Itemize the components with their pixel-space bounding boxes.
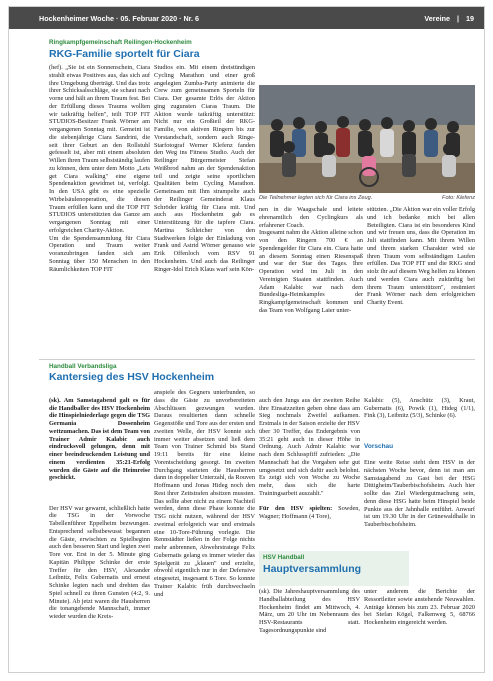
article1-col2: Studios ein. Mit einem dreistündigen Cycling Marathon und einer groß angelegten Zumba-Party animierte die Crew zum gemeinsamen Sporteln für Ciara. Der gesamte Erlös der Aktion ging zugunsten Ciaras Traum. Die Aktion wurde tatkräftig unterstützt: Nicht nur ein Großteil der RKG-Familie, von aktiven Ringern bis zur Vorstandschaft, sondern auch Ringe-Starfotograf Werner Klefenz fanden den Weg ins Fitness Studio. Auch der Reilinger Bürgermeister Stefan Weißbrod nahm an der Spendenaktion teil und zeigte seine sportlichen Qualitäten beim Cycling Marathon. Gemeinsam mit Ihm strampelte auch der Reilinger Gemeinderat Klaus Schröder kräftig für Ciara mit. Und auch aus Hockenheim gab es Unterstützung für die tapfere Ciara. Martina Schleicher von den Stadtwerken folgte der Einladung von Frank und Astrid Wörner genauso wie Erik Offenloch vom RSV 91 Hockenheim. Und auch das Reilinger Ringer-Idol Erich Klaus warf sein Kön- <box>154 64 255 273</box>
group-photo-image <box>259 85 475 193</box>
article3-col1: (sk). Die Jahreshauptversammlung des Handballabteilung des HSV Hockenheim findet am Mittwoch, 4. März, um 20 Uhr im Nebenraum des HSV-Restaurants statt. Tagesordnungspunkte sind <box>259 588 360 634</box>
page-number: 19 <box>466 13 474 23</box>
vorschau-text: Eine weite Reise steht dem HSV in der nächsten Woche bevor, denn ist man am Samstagabend zu Gast bei der HSG Dittigheim/Tauberbischofsheim. Auch hier sollte das Ziel Wiedergutmachung sein, denn diese HSG hatte beim Hinspiel beide Punkte aus der Jahnhalle entführt. Anwurf ist um 19.30 Uhr in der Grünewaldhalle in Tauberbischofsheim. <box>364 459 475 528</box>
article1-col3: nen in die Waagschale und leitete ehrenamtlich den Cyclingkurs als erfahrener Coach. Insgesamt nahm die Aktion alleine schon von den Ringern 700 € an Spendengelder für Ciara ein. Ciara hatte an diesem Sonntag einen Riesenspaß und war der Star des Tages. Ihre Operation wird im Juli in den Vereinigten Staaten stattfinden. Auch Adam Kalabic war nach dem Bundesliga-Heimkampfes der Ringkampfgemeinschaft kommen und das Team von Wolfgang Laier unter- <box>259 206 363 314</box>
article1-col1: (hef). „Sie ist ein Sonnenschein, Ciara strahlt etwas Positives aus, das sich auf ihre Umgebung überträgt. Und das trotz ihrer Schicksalsschläge, sie schaut nach vorne und hält an ihrem Traum fest. Bei der Erfüllung dieses Traums wollten wir tatkräftig helfen", teilt TOP FIT STUDIOS-Besitzer Frank Wörner am vergangenen Sonntag mit. Gemeint ist die siebenjährige Ciara Sandrini, die seit ihrer Geburt an den Rollstuhl gefesselt ist, aber mit einem absoluten Willen ihren Traum selbstständig laufen zu können, dem unter dem Motto „Lets get Ciara walking" eine eigene Spendenaktion gewidmet ist, verfolgt. In den USA gibt es eine spezielle Wirbelsäulenoperation, die diesen Traum erfüllen kann und die TOP FIT STUDIOS unterstützten das Ganze am vergangenen Sonntag mit einer erfolgreichen Charity-Aktion. Um die Spendensammlung für Ciara Operation und Traum weiter voranzubringen fanden sich am Sonntag über 150 Menschen in den Räumlichkeiten TOP FIT <box>49 64 150 273</box>
article2-col1 <box>49 389 150 672</box>
article2-col3 <box>259 389 360 549</box>
section-divider <box>39 359 475 360</box>
section-label: Vereine <box>424 13 450 23</box>
photo-caption <box>259 195 475 201</box>
article2-title: Kantersieg des HSV Hockenheim <box>49 371 215 383</box>
article3-kicker: HSV Handball <box>263 554 305 561</box>
players-list-end: Kalabic (5), Anschütz (3), Kraut, Gubernatis (6), Powik (1), Hideg (1/1), Fink (3), Leibnitz (5/3), Schinke (6). <box>364 396 475 420</box>
article1-title: RKG-Familie sportelt für Ciara <box>49 48 200 60</box>
article1-col4: stützten. „Die Aktion war ein voller Erfolg und ich bedanke mich bei allen Beteiligten. Ciara ist ein besonderes Kind und wir freuen uns, dass die Operation im Juli stattfinden kann. Mit ihrem Willen und ihrem starken Charakter wird sie ihren Traum vom selbständigen Laufen erfüllen. Das TOP FIT und die RKG sind stolz ihr auf diesem Weg helfen zu können und werden Ciara auch zukünftig bei ihrem Traum unterstützen", resümiert Frank Wörner nach dem erfolgreichen Charity Event. <box>367 206 475 306</box>
newspaper-page <box>8 6 485 673</box>
vorschau-heading: Vorschau <box>364 442 394 450</box>
article2-col3-text: auch den Jungs aus der zweiten Reihe ihre Einsatzzeiten geben ohne dass am Sieg nochmals Zweifel aufkamen. Erstmals in der Saison erzielte der HSV über 30 Treffer, das Endergebnis von 35:21 geht auch in dieser Höhe in Ordnung. Auch Admir Kalabic war nach dem Schlusspfiff zufrieden: „Die Mannschaft hat die Vorgaben sehr gut umgesetzt und sich dafür auch belohnt. Es zeigt sich von Woche zu Woche mehr, dass sich die harte Trainingsarbeit auszahlt." <box>259 396 360 497</box>
article2-col2: anspiele des Gegners unterbunden, so dass die Gäste zu unvorbereiteten Abschlüssen gezwungen wurden. Daraus resultierten dann schnelle Gegenstöße und Tore aus der ersten und zweiten Welle, der HSV konnte sich immer weiter absetzen und ließ dem Team von Trainer Schmid bis Stand 19:11 bereits für eine kleine Vorentscheidung gesorgt. Im zweiten Durchgang starteten die Hausherren dann in doppelter Unterzahl, da Rouven Hoffmann und Jonas Hideg noch den Rest ihrer Zeitstrafen absitzen mussten. Das sollte aber nicht zu einem Nachteil werden, denn diese Phase konnte die TSG nicht nutzen, während der HSV zweimal erfolgreich war und erstmals eine 10-Tore-Führung vorlegte. Die Rennstädter ließen in der Folge nichts mehr anbrennen, Abwehrstratege Felix Gubernatis gelang es immer wieder das Spielgerät zu „klauen" und erzielte, obwohl eigentlich nur in der Defensive eingesetzt, insgesamt 6 Tore. So konnte Trainer Kalabic früh durchwechseln und <box>154 389 255 598</box>
issue-info: Hockenheimer Woche · 05. Februar 2020 · Nr. 6 <box>39 13 200 23</box>
article2-lead: (sk). Am Samstagabend galt es für die Handballer des HSV Hockenheim die Hinspielniederlage gegen die TSG Germania Dossenheim wettzumachen. Das ist dem Team von Trainer Admir Kalabic auch eindrucksvoll gelungen, denn mit einer beeindruckenden Leistung und einem verdienten 35:21-Erfolg wurden die Gäste auf die Heimreise geschickt. <box>49 396 150 482</box>
article2-col1-text: Der HSV war gewarnt, schließlich hatte die TSG in der Vorwoche Tabellenführer Eppelheim bezwungen. Entsprechend selbstbewusst begannen die Gäste, erwischten zu Spielbeginn auch den besseren Start und legten zwei Tore vor. Erst in der 5. Minute ging Kapitän Philippe Schinke der erste Treffer für den HSV, Alexander Leibnitz, Felix Gubernatis und erneut Schinke legten nach und drehten das Spiel schnell zu ihren Gunsten (4:2, 9. Minute). Ab jetzt waren die Hausherren die tonangebende Mannschaft, immer wieder wurden die Kreis- <box>49 504 150 620</box>
caption-text: Die Teilnehmer legten sich für Ciara ins Zeug. <box>259 195 373 201</box>
players-list-start: Sowden, Wagner; Hoffmann (4 Tore), <box>259 505 360 520</box>
article3-title: Hauptversammlung <box>263 563 362 575</box>
article2-kicker: Handball Verbandsliga <box>49 363 117 370</box>
section-info: Vereine | 19 <box>424 13 474 23</box>
article3-col2: unter anderem die Berichte der Ressortleiter sowie anstehende Neuwahlen. Anträge können bis zum 23. Februar 2020 bei Stefan Kögel, Falkenweg 5, 68766 Hockenheim eingereicht werden. <box>364 588 475 626</box>
charity-event-photo <box>259 85 475 193</box>
page-header <box>9 7 484 29</box>
article1-kicker: Ringkampfgemeinschaft Reilingen-Hockenheim <box>49 39 192 46</box>
players-label: Für den HSV spielten: <box>259 505 333 513</box>
photo-credit: Foto: Klefenz <box>442 195 475 201</box>
